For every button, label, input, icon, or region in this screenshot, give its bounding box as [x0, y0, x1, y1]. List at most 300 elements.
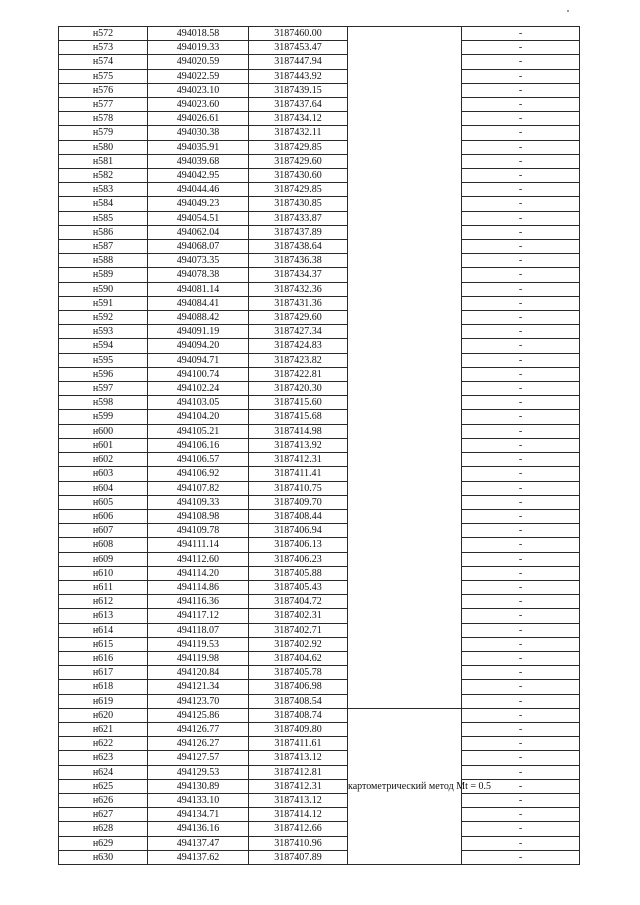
x-coordinate-cell: 494127.57 — [148, 751, 249, 765]
point-id-cell: н592 — [59, 311, 148, 325]
dash-cell: - — [462, 623, 580, 637]
dash-cell: - — [462, 367, 580, 381]
table-row — [59, 850, 580, 864]
dash-cell: - — [462, 268, 580, 282]
point-id-cell: н574 — [59, 55, 148, 69]
point-id-cell: н581 — [59, 154, 148, 168]
x-coordinate-cell: 494078.38 — [148, 268, 249, 282]
point-id-cell: н624 — [59, 765, 148, 779]
y-coordinate-cell: 3187429.60 — [249, 311, 348, 325]
x-coordinate-cell: 494118.07 — [148, 623, 249, 637]
point-id-cell: н606 — [59, 509, 148, 523]
point-id-cell: н621 — [59, 722, 148, 736]
dash-cell: - — [462, 680, 580, 694]
y-coordinate-cell: 3187406.98 — [249, 680, 348, 694]
dash-cell: - — [462, 793, 580, 807]
table-row — [59, 566, 580, 580]
y-coordinate-cell: 3187407.89 — [249, 850, 348, 864]
x-coordinate-cell: 494121.34 — [148, 680, 249, 694]
table-row — [59, 410, 580, 424]
dash-cell: - — [462, 311, 580, 325]
table-row — [59, 367, 580, 381]
x-coordinate-cell: 494023.60 — [148, 98, 249, 112]
point-id-cell: н622 — [59, 737, 148, 751]
table-row — [59, 779, 580, 793]
point-id-cell: н617 — [59, 666, 148, 680]
x-coordinate-cell: 494106.16 — [148, 438, 249, 452]
table-row — [59, 552, 580, 566]
coordinates-table-body — [59, 27, 580, 865]
x-coordinate-cell: 494114.86 — [148, 580, 249, 594]
y-coordinate-cell: 3187427.34 — [249, 325, 348, 339]
y-coordinate-cell: 3187429.85 — [249, 183, 348, 197]
x-coordinate-cell: 494136.16 — [148, 822, 249, 836]
x-coordinate-cell: 494081.14 — [148, 282, 249, 296]
table-row — [59, 325, 580, 339]
dash-cell: - — [462, 254, 580, 268]
x-coordinate-cell: 494020.59 — [148, 55, 249, 69]
table-row — [59, 282, 580, 296]
x-coordinate-cell: 494120.84 — [148, 666, 249, 680]
y-coordinate-cell: 3187437.64 — [249, 98, 348, 112]
point-id-cell: н627 — [59, 808, 148, 822]
y-coordinate-cell: 3187413.12 — [249, 793, 348, 807]
x-coordinate-cell: 494054.51 — [148, 211, 249, 225]
dash-cell: - — [462, 154, 580, 168]
x-coordinate-cell: 494107.82 — [148, 481, 249, 495]
point-id-cell: н600 — [59, 424, 148, 438]
x-coordinate-cell: 494044.46 — [148, 183, 249, 197]
table-row — [59, 396, 580, 410]
y-coordinate-cell: 3187409.80 — [249, 722, 348, 736]
dash-cell: - — [462, 737, 580, 751]
y-coordinate-cell: 3187406.13 — [249, 538, 348, 552]
y-coordinate-cell: 3187430.60 — [249, 169, 348, 183]
x-coordinate-cell: 494022.59 — [148, 69, 249, 83]
point-id-cell: н589 — [59, 268, 148, 282]
y-coordinate-cell: 3187405.88 — [249, 566, 348, 580]
dash-cell: - — [462, 637, 580, 651]
x-coordinate-cell: 494094.20 — [148, 339, 249, 353]
table-row — [59, 311, 580, 325]
table-row — [59, 169, 580, 183]
point-id-cell: н608 — [59, 538, 148, 552]
y-coordinate-cell: 3187414.98 — [249, 424, 348, 438]
y-coordinate-cell: 3187422.81 — [249, 367, 348, 381]
y-coordinate-cell: 3187453.47 — [249, 41, 348, 55]
x-coordinate-cell: 494125.86 — [148, 708, 249, 722]
table-row — [59, 154, 580, 168]
point-id-cell: н623 — [59, 751, 148, 765]
table-row — [59, 27, 580, 41]
x-coordinate-cell: 494133.10 — [148, 793, 249, 807]
table-row — [59, 211, 580, 225]
dash-cell: - — [462, 197, 580, 211]
x-coordinate-cell: 494109.78 — [148, 524, 249, 538]
point-id-cell: н619 — [59, 694, 148, 708]
y-coordinate-cell: 3187406.23 — [249, 552, 348, 566]
table-row — [59, 55, 580, 69]
point-id-cell: н599 — [59, 410, 148, 424]
table-row — [59, 254, 580, 268]
table-row — [59, 467, 580, 481]
y-coordinate-cell: 3187411.61 — [249, 737, 348, 751]
table-row — [59, 240, 580, 254]
x-coordinate-cell: 494023.10 — [148, 83, 249, 97]
point-id-cell: н594 — [59, 339, 148, 353]
table-row — [59, 112, 580, 126]
table-row — [59, 822, 580, 836]
y-coordinate-cell: 3187402.31 — [249, 609, 348, 623]
x-coordinate-cell: 494100.74 — [148, 367, 249, 381]
x-coordinate-cell: 494106.57 — [148, 453, 249, 467]
dash-cell: - — [462, 580, 580, 594]
x-coordinate-cell: 494106.92 — [148, 467, 249, 481]
table-row — [59, 126, 580, 140]
table-row — [59, 666, 580, 680]
point-id-cell: н609 — [59, 552, 148, 566]
dash-cell: - — [462, 694, 580, 708]
dash-cell: - — [462, 779, 580, 793]
dash-cell: - — [462, 481, 580, 495]
y-coordinate-cell: 3187409.70 — [249, 495, 348, 509]
y-coordinate-cell: 3187436.38 — [249, 254, 348, 268]
point-id-cell: н588 — [59, 254, 148, 268]
x-coordinate-cell: 494019.33 — [148, 41, 249, 55]
point-id-cell: н618 — [59, 680, 148, 694]
x-coordinate-cell: 494130.89 — [148, 779, 249, 793]
y-coordinate-cell: 3187402.92 — [249, 637, 348, 651]
y-coordinate-cell: 3187408.44 — [249, 509, 348, 523]
y-coordinate-cell: 3187434.37 — [249, 268, 348, 282]
table-row — [59, 69, 580, 83]
table-row — [59, 225, 580, 239]
dash-cell: - — [462, 509, 580, 523]
table-row — [59, 637, 580, 651]
y-coordinate-cell: 3187408.54 — [249, 694, 348, 708]
x-coordinate-cell: 494119.98 — [148, 651, 249, 665]
point-id-cell: н587 — [59, 240, 148, 254]
point-id-cell: н598 — [59, 396, 148, 410]
dash-cell: - — [462, 296, 580, 310]
x-coordinate-cell: 494049.23 — [148, 197, 249, 211]
dash-cell: - — [462, 169, 580, 183]
x-coordinate-cell: 494109.33 — [148, 495, 249, 509]
table-row — [59, 722, 580, 736]
x-coordinate-cell: 494030.38 — [148, 126, 249, 140]
table-row — [59, 495, 580, 509]
dash-cell: - — [462, 495, 580, 509]
table-row — [59, 424, 580, 438]
table-row — [59, 339, 580, 353]
method-cell — [348, 27, 462, 709]
point-id-cell: н614 — [59, 623, 148, 637]
point-id-cell: н593 — [59, 325, 148, 339]
y-coordinate-cell: 3187411.41 — [249, 467, 348, 481]
dash-cell: - — [462, 41, 580, 55]
point-id-cell: н603 — [59, 467, 148, 481]
table-row — [59, 509, 580, 523]
y-coordinate-cell: 3187412.66 — [249, 822, 348, 836]
point-id-cell: н629 — [59, 836, 148, 850]
dash-cell: - — [462, 538, 580, 552]
point-id-cell: н596 — [59, 367, 148, 381]
point-id-cell: н579 — [59, 126, 148, 140]
y-coordinate-cell: 3187412.81 — [249, 765, 348, 779]
dash-cell: - — [462, 836, 580, 850]
table-row — [59, 538, 580, 552]
dash-cell: - — [462, 282, 580, 296]
dash-cell: - — [462, 126, 580, 140]
point-id-cell: н625 — [59, 779, 148, 793]
table-row — [59, 140, 580, 154]
x-coordinate-cell: 494018.58 — [148, 27, 249, 41]
method-cell: картометрический метод Mt = 0.5 — [348, 708, 462, 864]
dash-cell: - — [462, 722, 580, 736]
y-coordinate-cell: 3187434.12 — [249, 112, 348, 126]
dash-cell: - — [462, 339, 580, 353]
y-coordinate-cell: 3187432.11 — [249, 126, 348, 140]
y-coordinate-cell: 3187429.60 — [249, 154, 348, 168]
table-row — [59, 808, 580, 822]
table-row — [59, 382, 580, 396]
dash-cell: - — [462, 410, 580, 424]
table-row — [59, 651, 580, 665]
dash-cell: - — [462, 708, 580, 722]
dash-cell: - — [462, 112, 580, 126]
y-coordinate-cell: 3187430.85 — [249, 197, 348, 211]
point-id-cell: н597 — [59, 382, 148, 396]
dash-cell: - — [462, 822, 580, 836]
table-row — [59, 737, 580, 751]
x-coordinate-cell: 494116.36 — [148, 595, 249, 609]
dash-cell: - — [462, 566, 580, 580]
y-coordinate-cell: 3187447.94 — [249, 55, 348, 69]
dash-cell: - — [462, 382, 580, 396]
point-id-cell: н602 — [59, 453, 148, 467]
dash-cell: - — [462, 240, 580, 254]
point-id-cell: н572 — [59, 27, 148, 41]
dash-cell: - — [462, 808, 580, 822]
x-coordinate-cell: 494091.19 — [148, 325, 249, 339]
point-id-cell: н576 — [59, 83, 148, 97]
dash-cell: - — [462, 396, 580, 410]
y-coordinate-cell: 3187415.68 — [249, 410, 348, 424]
table-row — [59, 793, 580, 807]
y-coordinate-cell: 3187420.30 — [249, 382, 348, 396]
table-row — [59, 765, 580, 779]
table-row — [59, 680, 580, 694]
table-row — [59, 751, 580, 765]
point-id-cell: н582 — [59, 169, 148, 183]
x-coordinate-cell: 494102.24 — [148, 382, 249, 396]
x-coordinate-cell: 494112.60 — [148, 552, 249, 566]
dash-cell: - — [462, 27, 580, 41]
x-coordinate-cell: 494103.05 — [148, 396, 249, 410]
table-row — [59, 353, 580, 367]
y-coordinate-cell: 3187433.87 — [249, 211, 348, 225]
dash-cell: - — [462, 651, 580, 665]
point-id-cell: н573 — [59, 41, 148, 55]
y-coordinate-cell: 3187429.85 — [249, 140, 348, 154]
point-id-cell: н583 — [59, 183, 148, 197]
dash-cell: - — [462, 140, 580, 154]
dash-cell: - — [462, 850, 580, 864]
point-id-cell: н595 — [59, 353, 148, 367]
y-coordinate-cell: 3187424.83 — [249, 339, 348, 353]
x-coordinate-cell: 494088.42 — [148, 311, 249, 325]
table-row — [59, 296, 580, 310]
x-coordinate-cell: 494104.20 — [148, 410, 249, 424]
coordinates-table — [58, 26, 580, 865]
table-row — [59, 183, 580, 197]
x-coordinate-cell: 494129.53 — [148, 765, 249, 779]
dash-cell: - — [462, 524, 580, 538]
point-id-cell: н584 — [59, 197, 148, 211]
point-id-cell: н586 — [59, 225, 148, 239]
point-id-cell: н616 — [59, 651, 148, 665]
y-coordinate-cell: 3187404.72 — [249, 595, 348, 609]
dash-cell: - — [462, 55, 580, 69]
y-coordinate-cell: 3187410.75 — [249, 481, 348, 495]
x-coordinate-cell: 494105.21 — [148, 424, 249, 438]
table-row — [59, 438, 580, 452]
table-row — [59, 83, 580, 97]
table-row — [59, 694, 580, 708]
dash-cell: - — [462, 98, 580, 112]
dash-cell: - — [462, 83, 580, 97]
x-coordinate-cell: 494134.71 — [148, 808, 249, 822]
y-coordinate-cell: 3187431.36 — [249, 296, 348, 310]
y-coordinate-cell: 3187414.12 — [249, 808, 348, 822]
y-coordinate-cell: 3187412.31 — [249, 453, 348, 467]
point-id-cell: н580 — [59, 140, 148, 154]
point-id-cell: н577 — [59, 98, 148, 112]
y-coordinate-cell: 3187408.74 — [249, 708, 348, 722]
point-id-cell: н591 — [59, 296, 148, 310]
y-coordinate-cell: 3187432.36 — [249, 282, 348, 296]
table-row — [59, 623, 580, 637]
point-id-cell: н610 — [59, 566, 148, 580]
dash-cell: - — [462, 552, 580, 566]
dash-cell: - — [462, 325, 580, 339]
x-coordinate-cell: 494126.27 — [148, 737, 249, 751]
x-coordinate-cell: 494084.41 — [148, 296, 249, 310]
point-id-cell: н615 — [59, 637, 148, 651]
point-id-cell: н607 — [59, 524, 148, 538]
point-id-cell: н605 — [59, 495, 148, 509]
y-coordinate-cell: 3187438.64 — [249, 240, 348, 254]
x-coordinate-cell: 494073.35 — [148, 254, 249, 268]
x-coordinate-cell: 494042.95 — [148, 169, 249, 183]
table-row — [59, 580, 580, 594]
dash-cell: - — [462, 751, 580, 765]
table-row — [59, 524, 580, 538]
x-coordinate-cell: 494111.14 — [148, 538, 249, 552]
x-coordinate-cell: 494117.12 — [148, 609, 249, 623]
table-row — [59, 836, 580, 850]
y-coordinate-cell: 3187412.31 — [249, 779, 348, 793]
table-row — [59, 609, 580, 623]
y-coordinate-cell: 3187410.96 — [249, 836, 348, 850]
dash-cell: - — [462, 69, 580, 83]
y-coordinate-cell: 3187413.12 — [249, 751, 348, 765]
scan-speck — [567, 10, 569, 12]
point-id-cell: н601 — [59, 438, 148, 452]
dash-cell: - — [462, 211, 580, 225]
dash-cell: - — [462, 438, 580, 452]
x-coordinate-cell: 494108.98 — [148, 509, 249, 523]
y-coordinate-cell: 3187405.78 — [249, 666, 348, 680]
y-coordinate-cell: 3187405.43 — [249, 580, 348, 594]
dash-cell: - — [462, 353, 580, 367]
dash-cell: - — [462, 609, 580, 623]
point-id-cell: н612 — [59, 595, 148, 609]
x-coordinate-cell: 494114.20 — [148, 566, 249, 580]
x-coordinate-cell: 494123.70 — [148, 694, 249, 708]
table-row — [59, 268, 580, 282]
table-row — [59, 197, 580, 211]
point-id-cell: н630 — [59, 850, 148, 864]
point-id-cell: н578 — [59, 112, 148, 126]
dash-cell: - — [462, 424, 580, 438]
x-coordinate-cell: 494026.61 — [148, 112, 249, 126]
point-id-cell: н626 — [59, 793, 148, 807]
y-coordinate-cell: 3187415.60 — [249, 396, 348, 410]
y-coordinate-cell: 3187406.94 — [249, 524, 348, 538]
dash-cell: - — [462, 765, 580, 779]
point-id-cell: н613 — [59, 609, 148, 623]
dash-cell: - — [462, 595, 580, 609]
y-coordinate-cell: 3187439.15 — [249, 83, 348, 97]
table-row — [59, 41, 580, 55]
x-coordinate-cell: 494039.68 — [148, 154, 249, 168]
point-id-cell: н611 — [59, 580, 148, 594]
x-coordinate-cell: 494137.47 — [148, 836, 249, 850]
dash-cell: - — [462, 225, 580, 239]
x-coordinate-cell: 494126.77 — [148, 722, 249, 736]
x-coordinate-cell: 494062.04 — [148, 225, 249, 239]
table-row — [59, 453, 580, 467]
y-coordinate-cell: 3187402.71 — [249, 623, 348, 637]
x-coordinate-cell: 494094.71 — [148, 353, 249, 367]
x-coordinate-cell: 494119.53 — [148, 637, 249, 651]
dash-cell: - — [462, 183, 580, 197]
table-row — [59, 98, 580, 112]
table-row — [59, 481, 580, 495]
table-row — [59, 708, 580, 722]
point-id-cell: н620 — [59, 708, 148, 722]
dash-cell: - — [462, 666, 580, 680]
y-coordinate-cell: 3187404.62 — [249, 651, 348, 665]
x-coordinate-cell: 494068.07 — [148, 240, 249, 254]
x-coordinate-cell: 494035.91 — [148, 140, 249, 154]
point-id-cell: н590 — [59, 282, 148, 296]
y-coordinate-cell: 3187437.89 — [249, 225, 348, 239]
dash-cell: - — [462, 467, 580, 481]
point-id-cell: н628 — [59, 822, 148, 836]
x-coordinate-cell: 494137.62 — [148, 850, 249, 864]
y-coordinate-cell: 3187460.00 — [249, 27, 348, 41]
point-id-cell: н585 — [59, 211, 148, 225]
y-coordinate-cell: 3187423.82 — [249, 353, 348, 367]
y-coordinate-cell: 3187413.92 — [249, 438, 348, 452]
dash-cell: - — [462, 453, 580, 467]
y-coordinate-cell: 3187443.92 — [249, 69, 348, 83]
table-row — [59, 595, 580, 609]
point-id-cell: н604 — [59, 481, 148, 495]
point-id-cell: н575 — [59, 69, 148, 83]
